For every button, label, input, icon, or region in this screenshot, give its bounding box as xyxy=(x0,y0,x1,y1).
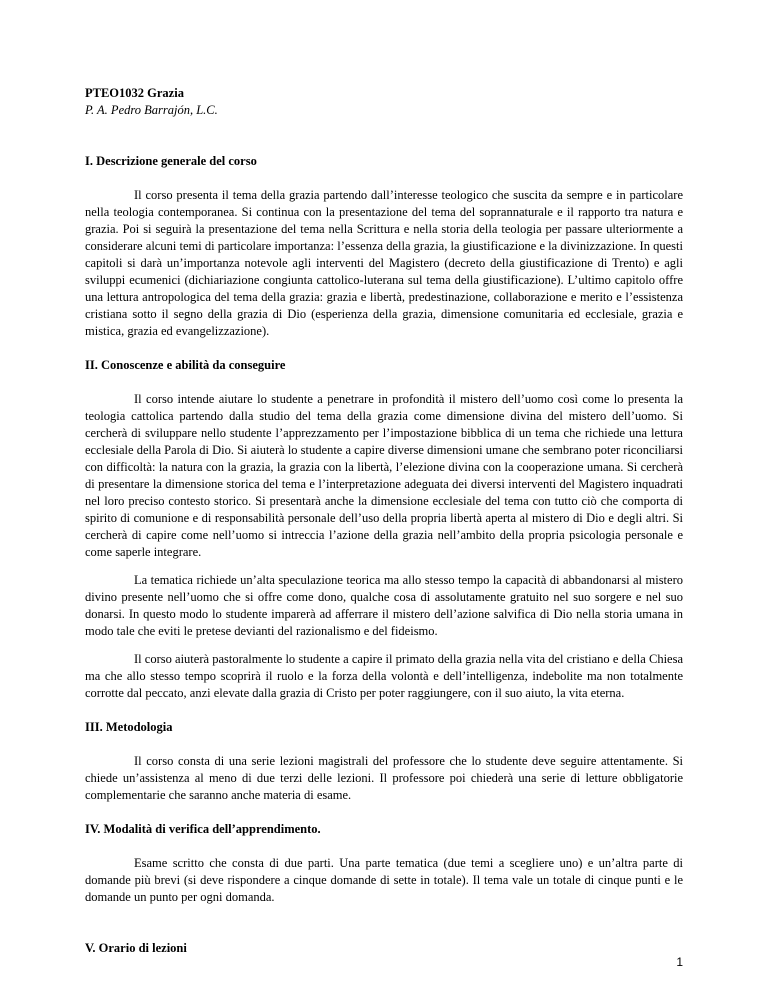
paragraph: Il corso presenta il tema della grazia partendo dall’interesse teologico che suscita da sempre e in particolare nella teologia contemporanea. Si continua con la presentazione del tema del soprannaturale e il rapporto tra natura e grazia. Poi si seguirà la presentazione del tema nella Scrittura e nella storia della teologia per passare ulteriormente a considerare alcuni temi di particolare importanza: l’essenza della grazia, la giustificazione e la divinizzazione. In questi capitoli si darà un’importanza notevole agli interventi del Magistero (decreto della giustificazione di Trento) e agli sviluppi ecumenici (dichiariazione congiunta cattolico-luterana sul tema della giustificazione). L’ultimo capitolo offre una lettura antropologica del tema della grazia: grazia e libertà, predestinazione, collaborazione e merito e l’essistenza cristiana sotto il segno della grazia di Dio (esperienza della grazia, dimensione comunitaria ed ecclesiale, grazia e mistica, grazia ed evangelizzazione). xyxy=(85,188,683,338)
section-heading: II. Conoscenze e abilità da conseguire xyxy=(85,358,286,372)
paragraph: Esame scritto che consta di due parti. Una parte tematica (due temi a scegliere uno) e un’altra parte di domande più brevi (si deve rispondere a cinque domande di sette in totale). Il tema vale un totale di cinque punti e le domande un punto per ogni domanda. xyxy=(85,856,683,904)
course-author: P. A. Pedro Barrajón, L.C. xyxy=(85,103,218,117)
section-heading: IV. Modalità di verifica dell’apprendimento. xyxy=(85,822,321,836)
paragraph: Il corso intende aiutare lo studente a penetrare in profondità il mistero dell’uomo così come lo presenta la teologia cattolica partendo dalla studio del tema della grazia come dimensione divina del mistero dell’uomo. Si cercherà di sviluppare nello studente l’apprezzamento per l’impostazione bibblica di un tema che richiede una lettura ecclesiale della Parola di Dio. Si aiuterà lo studente a capire diverse dimensioni umane che sembrano poter riconciliarsi con difficoltà: la natura con la grazia, la grazia con la libertà, l’elezione divina con la cooperazione umana. Si cercherà di presentare la dimensione storica del tema e l’interpretazione adeguata dei diversi interventi del Magistero inquadrati nel loro preciso contesto storico. Si presentarà anche la dimensione ecclesiale del tema con tutto ciò che comporta di spirito di comunione e di responsabilità personale dell’uso della propria libertà aperta al mistero di Dio e degli altri. Si cercherà di capire come nell’uomo si intreccia l’azione della grazia nell’ambito della propria psicologia personale e come saperle integrare. xyxy=(85,392,683,559)
document-page xyxy=(85,85,683,957)
paragraph: Il corso consta di una serie lezioni magistrali del professore che lo studente deve seguire attentamente. Si chiede un’assistenza al meno di due terzi delle lezioni. Il professore poi chiederà una serie di letture obbligatorie complementarie che saranno anche materia di esame. xyxy=(85,754,683,802)
course-title: PTEO1032 Grazia xyxy=(85,86,184,100)
section-heading: I. Descrizione generale del corso xyxy=(85,154,257,168)
section-heading: V. Orario di lezioni xyxy=(85,941,187,955)
paragraph: La tematica richiede un’alta speculazione teorica ma allo stesso tempo la capacità di abbandonarsi al mistero divino presente nell’uomo che si offre come dono, qualche cosa di assolutamente gratuito nel suo sorgere e nel suo donarsi. In questo modo lo studente imparerà ad afferrare il mistero dell’azione salvifica di Dio nella storia umana in modo tale che eviti le pretese devianti del razionalismo e del fideismo. xyxy=(85,573,683,638)
paragraph: Il corso aiuterà pastoralmente lo studente a capire il primato della grazia nella vita del cristiano e della Chiesa ma che allo stesso tempo scoprirà il ruolo e la forza della volontà e dell’intelligenza, indebolite ma non totalmente corrotte dal peccato, anzi elevate dalla grazia di Cristo per poter raggiungere, con il suo aiuto, la vita eterna. xyxy=(85,652,683,700)
page-number: 1 xyxy=(676,955,683,969)
section-heading: III. Metodologia xyxy=(85,720,173,734)
